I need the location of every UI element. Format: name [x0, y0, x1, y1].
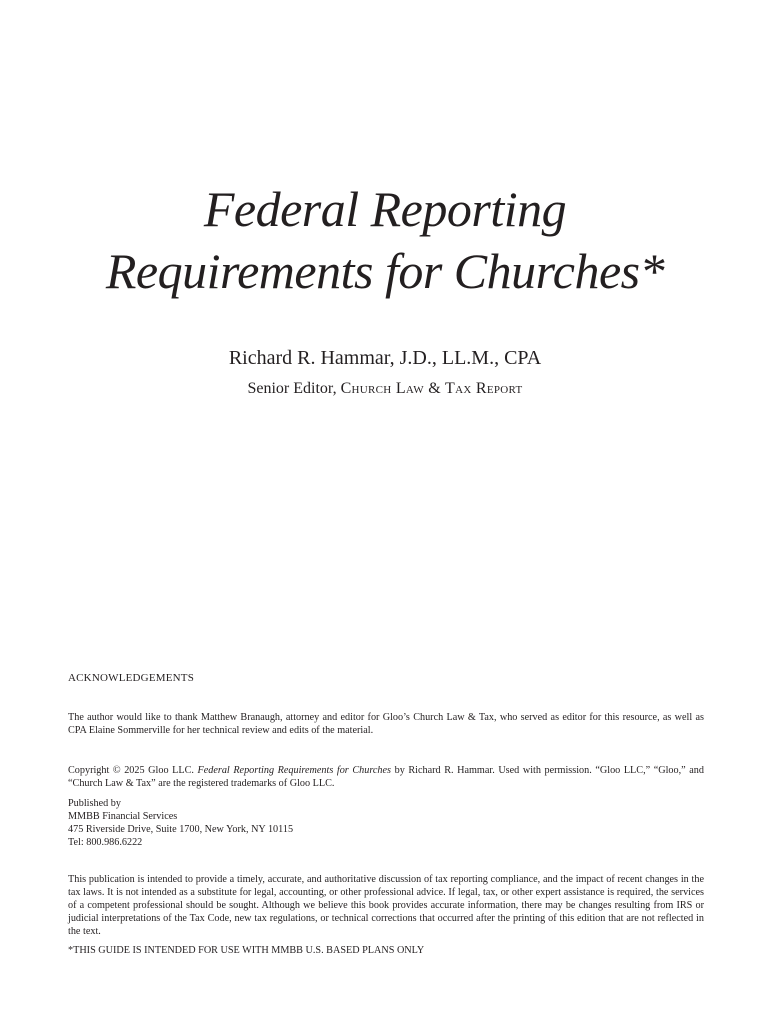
disclaimer-notice: This publication is intended to provide a timely, accurate, and authoritative discussion of tax reporting compliance, and the impact of recent changes in the tax laws. It is not intended as a substitute for legal, accounting, or other professional advice. If legal, tax, or other expert assistance is required, the services of a competent professional should be sought. Although we believe this book provides accurate information, there may be changes resulting from IRS or judicial interpretations of the Tax Code, new tax regulations, or technical corrections that occurred after the printing of this edition that are not reflected in the text. — [68, 874, 704, 937]
publication-name: Church Law & Tax Report — [340, 380, 523, 397]
document-title — [0, 178, 770, 302]
guide-footnote: *THIS GUIDE IS INTENDED FOR USE WITH MMBB U.S. BASED PLANS ONLY — [68, 945, 425, 956]
copyright-suffix: by Richard R. Hammar. Used with permission. “Gloo LLC,” “Gloo,” and “Church Law & Tax” are the registered trademarks of Gloo LLC. — [68, 765, 704, 789]
author-role-prefix: Senior Editor, — [247, 380, 341, 397]
publisher-name: MMBB Financial Services — [68, 811, 178, 822]
title-line-2: Requirements for Churches* — [105, 243, 665, 299]
copyright-book-title: Federal Reporting Requirements for Churches — [197, 765, 392, 776]
publisher-address: 475 Riverside Drive, Suite 1700, New York, NY 10115 — [68, 824, 294, 835]
publisher-block — [68, 797, 704, 849]
author-role — [0, 378, 770, 400]
acknowledgements-body: The author would like to thank Matthew Branaugh, attorney and editor for Gloo’s Church Law & Tax, who served as editor for this resource, as well as CPA Elaine Sommerville for her technical review and edits of the material. — [68, 712, 704, 736]
publisher-telephone: Tel: 800.986.6222 — [68, 837, 143, 848]
copyright-prefix: Copyright © 2025 Gloo LLC. — [68, 765, 198, 776]
copyright-notice — [68, 764, 704, 790]
published-by-label: Published by — [68, 798, 121, 809]
acknowledgements-heading: ACKNOWLEDGEMENTS — [68, 672, 195, 684]
title-line-1: Federal Reporting — [203, 181, 567, 237]
author-name: Richard R. Hammar, J.D., LL.M., CPA — [228, 347, 542, 369]
